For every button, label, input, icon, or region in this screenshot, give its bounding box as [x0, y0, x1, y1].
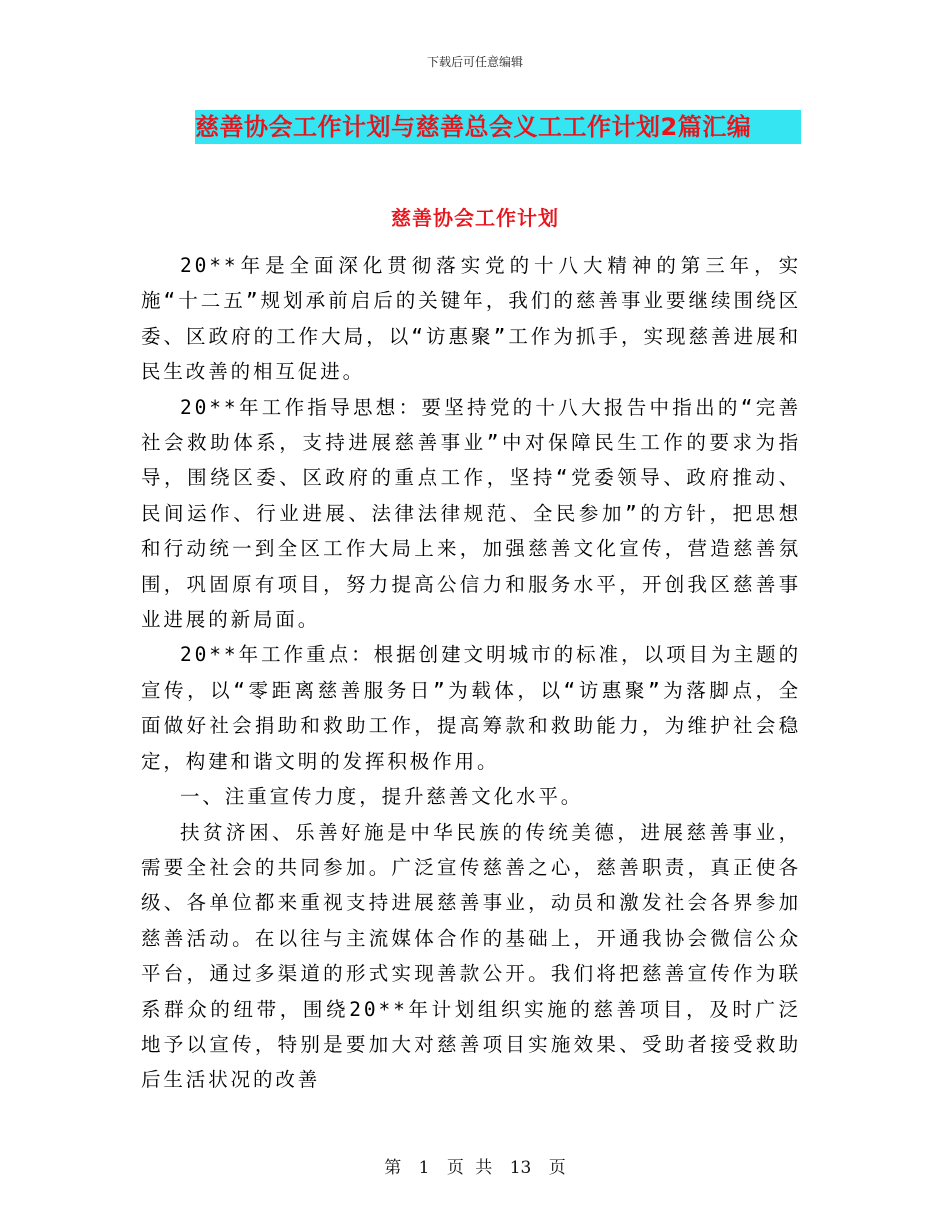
document-body [141, 248, 801, 1098]
footer-page-number: 1 [418, 1158, 430, 1178]
footer-suffix: 页 [548, 1158, 566, 1178]
footer-middle: 页 共 [446, 1158, 493, 1178]
paragraph-intro: 20**年是全面深化贯彻落实党的十八大精神的第三年，实施“十二五”规划承前启后的关键年，我们的慈善事业要继续围绕区委、区政府的工作大局，以“访惠聚”工作为抓手，实现慈善进展和民生改善的相互促进。 [141, 254, 801, 384]
header-note: 下载后可任意编辑 [426, 55, 523, 69]
page-footer [0, 1153, 950, 1178]
footer-prefix: 第 [384, 1158, 402, 1178]
paragraph-publicity: 扶贫济困、乐善好施是中华民族的传统美德，进展慈善事业，需要全社会的共同参加。广泛宣传慈善之心，慈善职责，真正使各级、各单位都来重视支持进展慈善事业，动员和激发社会各界参加慈善活动。在以往与主流媒体合作的基础上，开通我协会微信公众平台，通过多渠道的形式实现善款公开。我们将把慈善宣传作为联系群众的纽带，围绕20**年计划组织实施的慈善项目，及时广泛地予以宣传，特别是要加大对慈善项目实施效果、受助者接受救助后生活状况的改善 [141, 820, 801, 1092]
paragraph-guiding-thought: 20**年工作指导思想：要坚持党的十八大报告中指出的“完善社会救助体系，支持进展慈善事业”中对保障民生工作的要求为指导，围绕区委、区政府的重点工作，坚持“党委领导、政府推动、民间运作、行业进展、法律法律规范、全民参加”的方针，把思想和行动统一到全区工作大局上来，加强慈善文化宣传，营造慈善氛围，巩固原有项目，努力提高公信力和服务水平，开创我区慈善事业进展的新局面。 [141, 395, 801, 632]
paragraph-work-focus: 20**年工作重点：根据创建文明城市的标准，以项目为主题的宣传，以“零距离慈善服务日”为载体，以“访惠聚”为落脚点，全面做好社会捐助和救助工作，提高筹款和救助能力，为维护社会稳定，构建和谐文明的发挥积极作用。 [141, 643, 801, 773]
document-title: 慈善协会工作计划与慈善总会义工工作计划2篇汇编 [195, 113, 752, 141]
section-title: 慈善协会工作计划 [391, 206, 559, 230]
footer-total-pages: 13 [509, 1158, 532, 1178]
paragraph-heading-one: 一、注重宣传力度，提升慈善文化水平。 [180, 785, 584, 809]
